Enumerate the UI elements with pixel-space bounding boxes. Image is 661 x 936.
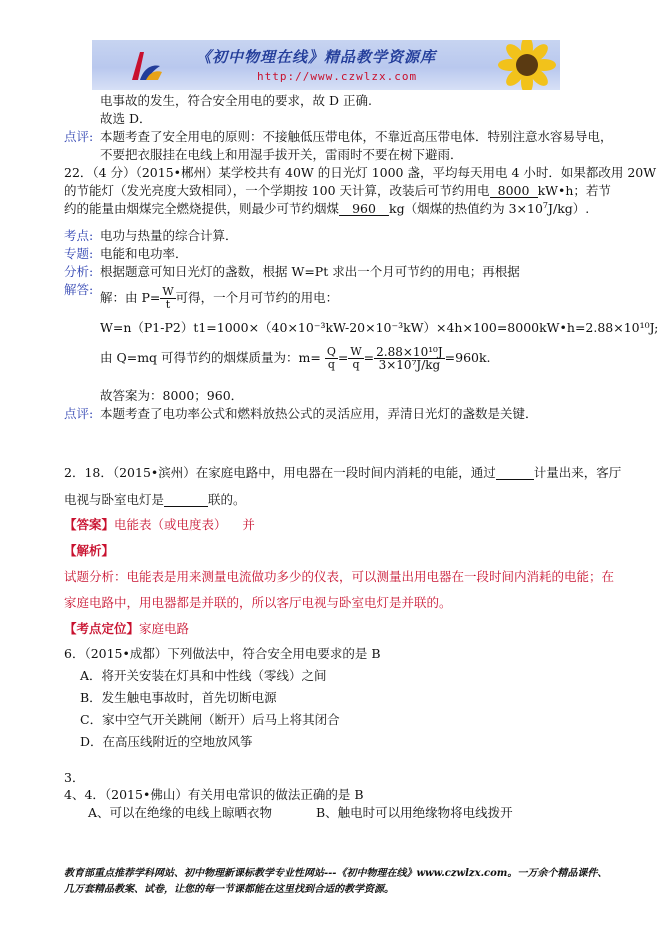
q22-zhuanti-tag: 专题: <box>64 246 94 261</box>
q22-zhuanti: 电能和电功率． <box>100 246 188 261</box>
q22-comment-tag: 点评: <box>64 406 94 421</box>
q22-jieda-tag: 解答: <box>64 282 94 297</box>
q4-option-b: B、触电时可以用绝缘物将电线拨开 <box>316 805 513 820</box>
q22-stem-1: 22．（4 分）（2015•郴州）某学校共有 40W 的日光灯 1000 盏，平均每天用电 4 小时．如果都改用 20W <box>64 165 657 180</box>
header-url: http://www.czwlzx.com <box>257 70 418 83</box>
q22-stem-3: 约的能量由烟煤完全燃烧提供，则最少可节约烟煤 960 kg（烟煤的热值约为 $3\times 10^7J/kg$）. <box>64 200 590 216</box>
q22-solution-2: W=n（P1-P2）t1=1000×（40×10⁻³kW-20×10⁻³kW）×4h×100=8000kW•h=2.88×10¹⁰J; <box>100 320 659 335</box>
prev-comment-2: 不要把衣服挂在电线上和用湿手拔开关，雷雨时不要在树下避雨． <box>100 147 463 162</box>
q6-option-b: B．发生触电事故时，首先切断电源 <box>80 690 277 705</box>
q6-option-c: C．家中空气开关跳闸（断开）后马上将其闭合 <box>80 712 340 727</box>
prev-comment-tag: 点评: <box>64 129 94 144</box>
q18-stem-2: 电视与卧室电灯是 联的。 <box>64 492 246 507</box>
q18-answer: 【答案】电能表（或电度表） 并 <box>64 517 255 532</box>
q18-analysis-tag: 【解析】 <box>64 543 115 558</box>
footer-line-1: 教育部重点推荐学科网站、初中物理新课标教学专业性网站---《初中物理在线》www.czwlzx.com。一万余个精品课件、 <box>64 868 608 879</box>
header-title: 《初中物理在线》精品教学资源库 <box>196 48 437 66</box>
q18-stem-1: 2．18．（2015•滨州）在家庭电路中，用电器在一段时间内消耗的电能，通过 计量出来，客厅 <box>64 465 622 480</box>
q6-option-d: D．在高压线附近的空地放风筝 <box>80 734 253 749</box>
power-fraction: $\frac{W}{t}$ <box>162 285 174 311</box>
header-banner <box>92 40 560 90</box>
q18-blank-2 <box>164 493 208 507</box>
prev-answer: 故选 D． <box>100 111 152 126</box>
q18-blank-1 <box>496 466 534 480</box>
prev-comment-1: 本题考查了安全用电的原则：不接触低压带电体，不靠近高压带电体．特别注意水容易导电， <box>100 129 613 144</box>
q18-kaodian: 【考点定位】家庭电路 <box>64 621 190 636</box>
q22-comment: 本题考查了电功率公式和燃料放热公式的灵活应用，弄清日光灯的盏数是关键． <box>100 406 538 421</box>
q22-solution-1: 解：由 P= $\frac{W}{t}$ 可得，一个月可节约的用电： <box>100 285 339 311</box>
q22-fenxi-tag: 分析: <box>64 264 94 279</box>
q6-stem: 6．（2015•成都）下列做法中，符合安全用电要求的是 B <box>64 646 381 661</box>
q22-solution-3: 由 Q=mq 可得节约的烟煤质量为：m= $\frac{Q}{q}$ = $\frac{W}{q}$ = $\frac{\text{2.88×10¹⁰J}}{\text{3×10⁷J/kg}}$ =960k. <box>100 345 491 372</box>
q22-stem-2: 的节能灯（发光亮度大致相同），一个学期按 100 天计算，改装后可节约用电 8000 kW•h；若节 <box>64 183 611 198</box>
q22-answer: 故答案为：8000；960． <box>100 388 244 403</box>
q6-option-a: A．将开关安装在灯具和中性线（零线）之间 <box>80 668 327 683</box>
q22-fenxi: 根据题意可知日光灯的盏数，根据 W=Pt 求出一个月可节约的用电；再根据 <box>100 264 520 279</box>
sunflower-image <box>492 40 560 90</box>
q22-blank-1: 8000 <box>490 184 538 198</box>
q4-option-a: A、可以在绝缘的电线上晾晒衣物 <box>88 805 273 820</box>
q3-number: 3． <box>64 770 85 785</box>
q18-analysis-2: 家庭电路中，用电器都是并联的，所以客厅电视与卧室电灯是并联的。 <box>64 595 452 610</box>
q18-analysis-1: 试题分析：电能表是用来测量电流做功多少的仪表，可以测量出用电器在一段时间内消耗的电能；在 <box>64 569 615 584</box>
footer-line-2: 几万套精品教案、试卷，让您的每一节课都能在这里找到合适的教学资源。 <box>64 884 394 895</box>
q22-kaodian: 电功与热量的综合计算． <box>100 228 238 243</box>
prev-line1: 电事故的发生，符合安全用电的要求，故 D 正确. <box>100 93 372 108</box>
q4-stem: 4、4．（2015•佛山）有关用电常识的做法正确的是 B <box>64 787 364 802</box>
logo-icon <box>126 46 166 86</box>
q22-kaodian-tag: 考点: <box>64 228 94 243</box>
q22-blank-2: 960 <box>339 202 389 216</box>
